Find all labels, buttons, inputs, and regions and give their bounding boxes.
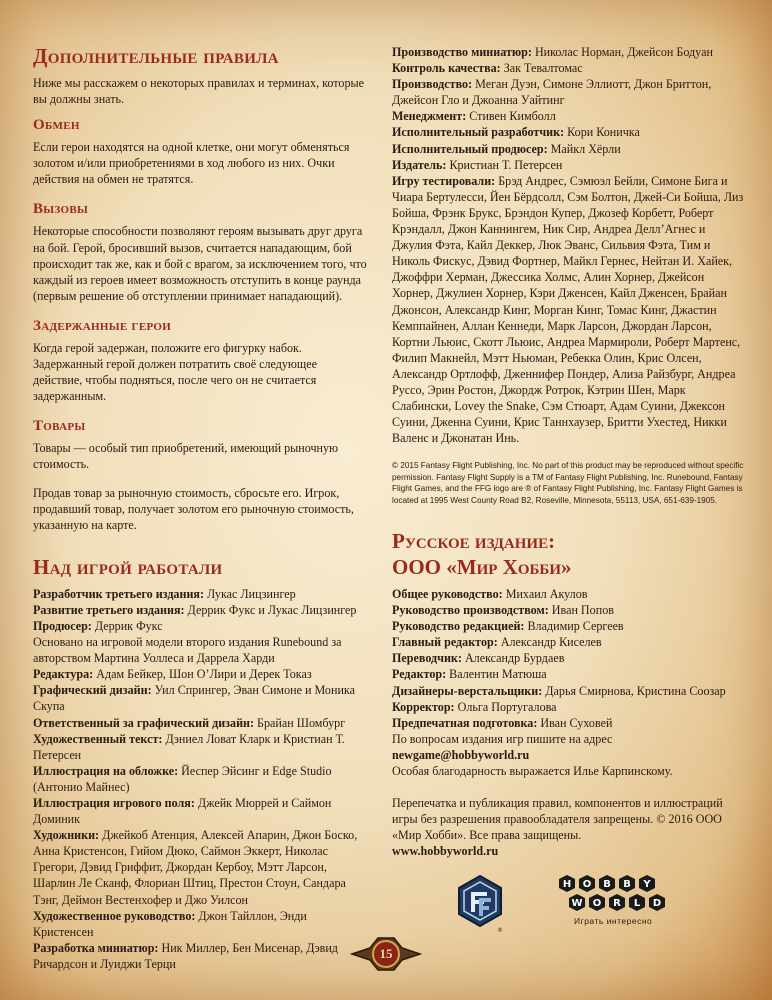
credit-line — [33, 586, 368, 602]
credit-names: Дарья Смирнова, Кристина Соозар — [542, 683, 726, 698]
credit-line — [392, 634, 744, 650]
rules-intro: Ниже мы расскажем о некоторых правилах и терминах, которые вы должны знать. — [33, 76, 364, 107]
credit-names: Деррик Фукс и Лукас Лицзингер — [184, 602, 357, 617]
logo-letter: B — [623, 879, 631, 890]
credit-names: Стивен Кимболл — [466, 109, 556, 124]
credits-list-left — [33, 586, 368, 972]
credit-line — [392, 76, 744, 108]
ffg-logo-icon — [457, 874, 503, 934]
contact-text — [392, 731, 744, 747]
credit-role: Издатель: — [392, 157, 447, 172]
credit-role: Художественное руководство: — [33, 908, 196, 923]
logo-letter: L — [633, 898, 641, 909]
credit-role: Исполнительный разработчик: — [392, 125, 565, 140]
credit-line — [33, 763, 368, 795]
credit-line — [33, 731, 368, 763]
credit-role: Ответственный за графический дизайн: — [33, 715, 255, 730]
section-text-delayed: Когда герой задержан, положите его фигурку набок. Задержанный герой должен потратить своё следующее действие, чтобы подняться, после чего он не считается задержанным. — [33, 340, 317, 404]
credit-line — [392, 650, 744, 666]
credit-names: Деррик Фукс — [91, 618, 163, 633]
credit-line — [392, 683, 744, 699]
hobby-world-tagline: Играть интересно — [574, 916, 653, 926]
website-link[interactable] — [392, 843, 744, 859]
credit-role: Разработка миниатюр: — [33, 940, 159, 955]
right-column — [392, 44, 744, 859]
credit-names: Основано на игровой модели второго издания Runebound за авторством Мартина Уоллеса и Даррела Харди — [33, 635, 342, 666]
credit-role: Редактура: — [33, 667, 94, 682]
section-text-goods-1: Товары — особый тип приобретений, имеющий рыночную стоимость. — [33, 441, 339, 472]
credit-names: Иван Суховей — [537, 715, 613, 730]
credit-line — [392, 60, 744, 76]
logo-letter: D — [652, 898, 662, 909]
legal-notice: © 2015 Fantasy Flight Publishing, Inc. No part of this product may be reproduced without specific permission. Fantasy Flight Supply is a TM of Fantasy Flight Publishing, Inc. Runebound, Fantasy Flight Games, and the FFG logo are ® of Fantasy Flight Publishing, Inc. Fantasy Flight Games is located at 1995 West County Road B2, Roseville, Minnesota, 55113, USA, 651-639-1905. — [392, 461, 744, 505]
credit-names: Меган Дуэн, Симоне Эллиотт, Джон Бриттон, Джейсон Гло и Джоанна Уайтинг — [392, 77, 712, 108]
russian-credits-list — [392, 586, 744, 779]
credits-title: Над игрой работали — [33, 554, 223, 579]
credit-names: Уил Спрингер, Эван Симоне и Моника Скупа — [33, 683, 355, 714]
page-number: 15 — [379, 946, 393, 961]
logo-letter: B — [603, 879, 611, 890]
credit-names: Ольга Португалова — [454, 699, 557, 714]
credit-line — [33, 602, 368, 618]
credit-role: Производство миниатюр: — [392, 45, 532, 59]
credit-role: Предпечатная подготовка: — [392, 715, 538, 730]
credit-role: Главный редактор: — [392, 635, 498, 650]
section-title-challenges: Вызовы — [33, 201, 89, 218]
credit-names: Кори Коничка — [564, 125, 640, 140]
credit-names: Брэд Андрес, Сэмюэл Бейли, Симоне Бига и Чиара Бертулесси, Йен Бёрдсолл, Сэм Болтон, Джей-Си Бойша, Лиз Бойша, Фрэнк Брукс, Брэндон Купер, Джозеф Корбетт, Роберт Крэндалл, Джон Каннингем, Ник Сир, Андреа Делл’Агнес и Джулия Фэта, Кайл Деккер, Люк Эванс, Сильвия Фэта, Тим и Николь Фискус, Дэвид Фортнер, Майкл Гернес, Нейтан И. Хайек, Джоффри Херман, Джессика Холмс, Алин Хорнер, Джейсон Хорнер, Джулиен Хорнер, Кэри Дженсен, Кайл Дженсен, Брайан Джонсон, Александр Кинг, Морган Кинг, Томас Кинг, Джастин Кемппайнен, Аллан Кеннеди, Марк Ларсон, Джордан Ларсон, Кортни Льюис, Скотт Льюис, Андреа Мармироли, Роберт Мартенс, Филип Макнейл, Мэтт Ньюман, Ребекка Олин, Крис Олсен, Александр Ортлофф, Дженнифер Пондер, Ализа Райзбург, Андреа Руссо, Эрин Ростон, Джордж Ротрок, Кэтрин Шен, Марк Слабински, Lovey the Snake, Сэм Стюарт, Адам Суини, Джексон Суини, Дженна Суини, Крис Таннхаузер, Бритти Ухестед, Никки Валенс и Джонатан Инь. — [392, 173, 744, 446]
credit-line — [33, 940, 368, 972]
credit-line — [392, 141, 744, 157]
credit-line — [33, 827, 368, 907]
section-text-exchange: Если герои находятся на одной клетке, они могут обменяться золотом и/или приобретениями в ход любого из них. Очки действия на обмен не тратятся. — [33, 140, 350, 187]
credit-names: Майкл Хёрли — [547, 141, 621, 156]
website-text[interactable]: www.hobbyworld.ru — [392, 844, 499, 859]
logo-letter: W — [571, 898, 583, 909]
credit-names: Дэниел Ловат Кларк и Кристиан Т. Петерсен — [33, 731, 345, 762]
credit-line — [33, 795, 368, 827]
credit-role: Руководство производством: — [392, 603, 549, 618]
credit-role: Игру тестировали: — [392, 173, 496, 188]
credit-names: Лукас Лицзингер — [204, 586, 296, 601]
credit-names: Джейк Мюррей и Саймон Доминик — [33, 796, 332, 827]
credit-role: Менеджмент: — [392, 109, 467, 124]
world-row — [569, 894, 665, 911]
credit-line — [392, 586, 744, 602]
credit-names: Адам Бейкер, Шон О’Лири и Дерек Токаз — [93, 667, 312, 682]
credit-names: Иван Попов — [548, 603, 614, 618]
logo-letter: O — [592, 898, 602, 909]
credit-line — [392, 699, 744, 715]
section-title-delayed: Задержанные герои — [33, 317, 172, 334]
credit-names: Николас Норман, Джейсон Бодуан — [531, 45, 713, 59]
logo-letter: H — [562, 879, 572, 890]
thanks-text — [392, 763, 744, 779]
credit-role: Графический дизайн: — [33, 683, 152, 698]
credit-line — [392, 618, 744, 634]
credit-role: Редактор: — [392, 667, 447, 682]
credit-names: Александр Бурдаев — [461, 651, 565, 666]
logo-letter: Y — [643, 879, 651, 890]
section-text-challenges: Некоторые способности позволяют героям вызывать друг друга на бой. Герой, бросивший вызов, считается нападающим, бой происходит так же, как и бой с врагом, за исключением того, что каждый из героев имеет возможность отступить в конце раунда (первым решение об отступлении принимает нападающий). — [33, 224, 367, 303]
credit-names: Валентин Матюша — [446, 667, 547, 682]
credit-line — [33, 618, 368, 634]
credit-names: Кристиан Т. Петерсен — [446, 157, 563, 172]
credit-role: Художники: — [33, 828, 100, 843]
russian-edition-title-line1: Русское издание: — [392, 528, 556, 553]
credit-names: Джон Тайллон, Энди Кристенсен — [33, 908, 307, 939]
credit-names: Зак Тевалтомас — [500, 61, 583, 76]
credit-role: Общее руководство: — [392, 586, 503, 601]
credit-names: Михаил Акулов — [502, 586, 588, 601]
russian-edition-title — [392, 528, 744, 580]
ffg-registered-mark: ® — [497, 927, 503, 934]
credit-line — [33, 682, 368, 714]
credit-line — [392, 44, 744, 60]
credit-role: Художественный текст: — [33, 731, 163, 746]
credit-role: Исполнительный продюсер: — [392, 141, 548, 156]
credit-names: Йеспер Эйсинг и Edge Studio (Антонио Майнес) — [33, 763, 332, 794]
credit-names: Брайан Шомбург — [254, 715, 346, 730]
credit-role: Руководство редакцией: — [392, 619, 525, 634]
rules-title: Дополнительные правила — [33, 44, 279, 68]
credit-names: Владимир Сергеев — [524, 619, 624, 634]
credit-line — [392, 157, 744, 173]
credit-line-playtesters — [392, 173, 744, 447]
logo-letter: O — [582, 879, 592, 890]
credit-role: Продюсер: — [33, 618, 92, 633]
contact-email — [392, 747, 744, 763]
credits-list-right — [392, 44, 744, 446]
credit-role: Иллюстрация игрового поля: — [33, 796, 195, 810]
credit-role: Дизайнеры-верстальщики: — [392, 683, 543, 698]
credit-role: Разработчик третьего издания: — [33, 586, 204, 601]
credit-role: Развитие третьего издания: — [33, 602, 185, 617]
email-link[interactable]: newgame@hobbyworld.ru — [392, 747, 530, 762]
credit-role: Переводчик: — [392, 651, 462, 666]
credit-names: Александр Киселев — [497, 635, 602, 650]
section-title-exchange: Обмен — [33, 117, 80, 134]
credit-line — [33, 666, 368, 682]
credit-role: Производство: — [392, 77, 473, 92]
credit-role: Контроль качества: — [392, 61, 501, 76]
credit-names: Ник Миллер, Бен Мисенар, Дэвид Ричардсон и Луиджи Терци — [33, 940, 338, 971]
russian-edition-title-line2: ООО «Мир Хобби» — [392, 554, 572, 579]
credit-names: Особая благодарность выражается Илье Карпинскому. — [392, 764, 673, 778]
left-column — [33, 44, 368, 972]
section-text-goods-2: Продав товар за рыночную стоимость, сбросьте его. Игрок, продавший товар, получает золотом его рыночную стоимость, указанную на карте. — [33, 485, 354, 532]
credit-line — [392, 108, 744, 124]
credit-line — [33, 634, 368, 666]
credit-names: По вопросам издания игр пишите на адрес — [392, 731, 613, 746]
credit-role: Корректор: — [392, 699, 455, 714]
section-title-goods: Товары — [33, 418, 86, 435]
reprint-notice: Перепечатка и публикация правил, компонентов и иллюстраций игры без разрешения правообладателя запрещены. © 2016 ООО «Мир Хобби». Все права защищены. — [392, 796, 723, 843]
credit-line — [33, 908, 368, 940]
credit-line — [33, 715, 368, 731]
credit-line — [392, 666, 744, 682]
hobby-row — [559, 875, 655, 892]
credit-line — [392, 124, 744, 140]
logo-letter: R — [613, 898, 621, 909]
credit-line — [392, 602, 744, 618]
credit-names: Джейкоб Атенция, Алексей Апарин, Джон Боско, Анна Кристенсон, Гийом Дюко, Саймон Эккерт, Николас Грегори, Дэвид Гриффит, Джордан Кербоу, Мэтт Ларсон, Шарлин Ле Сканф, Флориан Штиц, Престон Стоун, Сандара Тэнг, Деймон Вестенхофер и Джо Уилсон — [33, 828, 358, 907]
credit-role: Иллюстрация на обложке: — [33, 763, 179, 778]
credit-line — [392, 715, 744, 731]
